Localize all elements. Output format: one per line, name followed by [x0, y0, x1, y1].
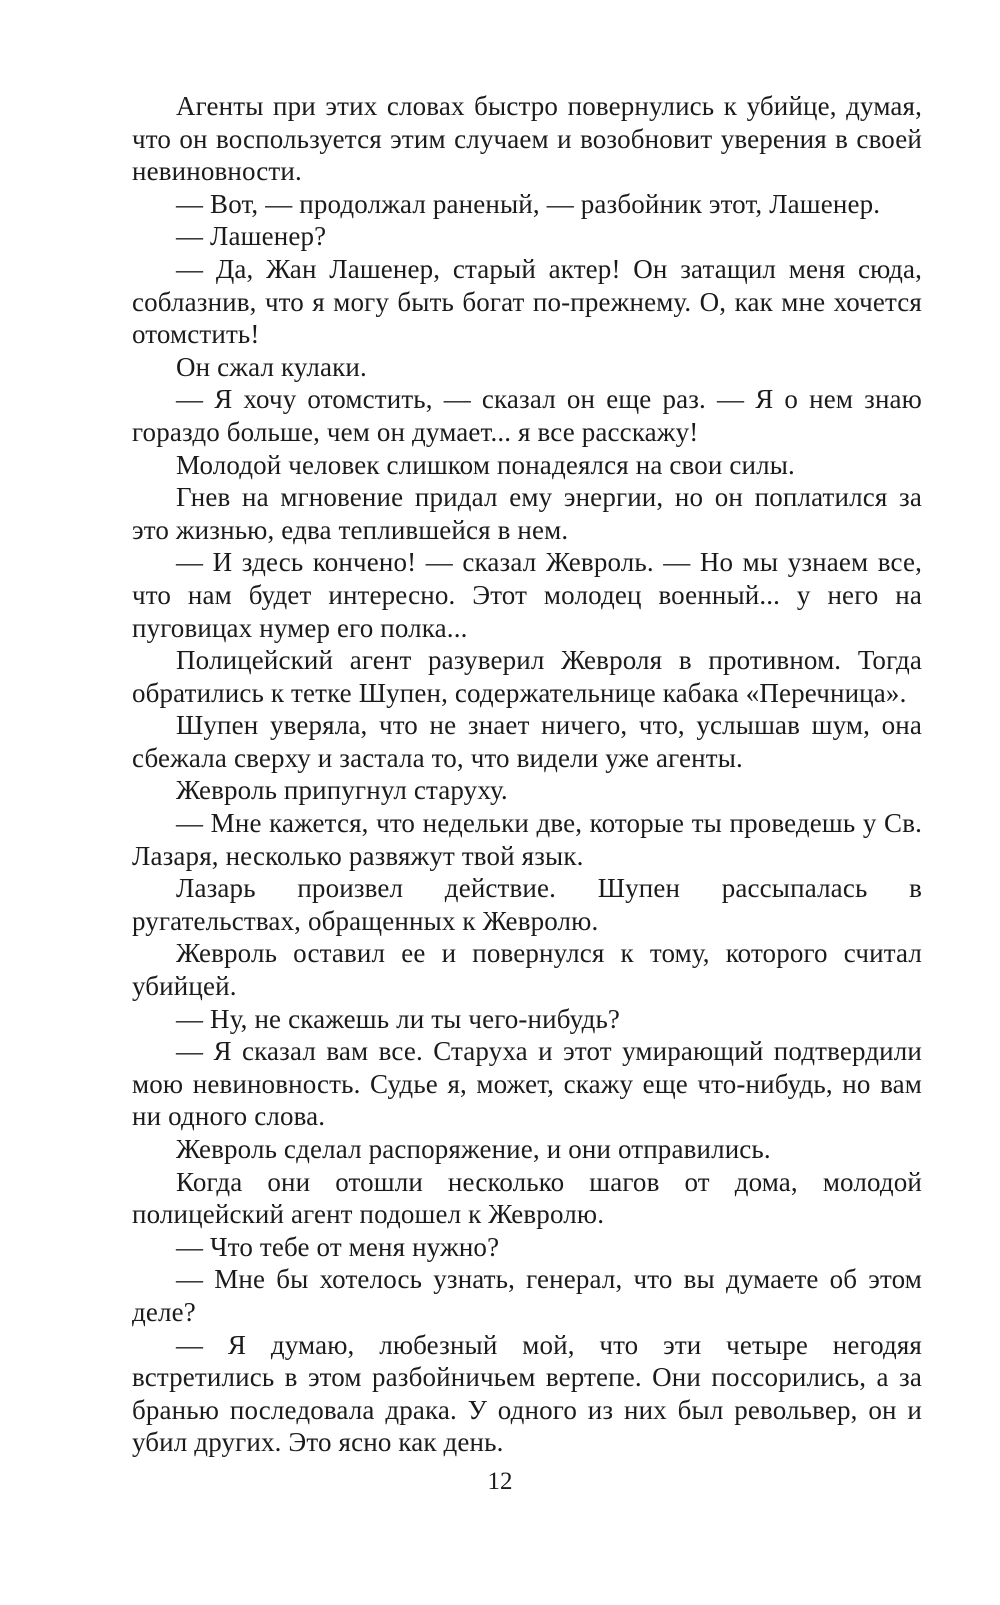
paragraph: — Я сказал вам все. Старуха и этот умирающий подтвердили мою невиновность. Судье я, может, скажу еще что-нибудь, но вам ни одного слова. [132, 1036, 922, 1132]
paragraph: — Я думаю, любезный мой, что эти четыре негодяя встретились в этом разбойничьем вертепе. Они поссорились, а за бранью последовала драка. У одного из них был револьвер, он и убил других. Это ясно как день. [132, 1329, 922, 1458]
paragraph: Когда они отошли несколько шагов от дома, молодой полицейский агент подошел к Жевролю. [132, 1166, 922, 1230]
paragraph: Лазарь произвел действие. Шупен рассыпалась в ругательствах, обращенных к Жевролю. [132, 873, 922, 936]
paragraph: — Вот, — продолжал раненый, — разбойник этот, Лашенер. [176, 188, 881, 219]
paragraph: Молодой человек слишком понадеялся на свои силы. [176, 449, 795, 480]
paragraph: — Ну, не скажешь ли ты чего-нибудь? [176, 1003, 621, 1034]
paragraph: — Да, Жан Лашенер, старый актер! Он затащил меня сюда, соблазнив, что я могу быть богат по-прежнему. О, как мне хочется отомстить! [132, 253, 922, 350]
paragraph: Жевроль припугнул старуху. [176, 775, 508, 806]
paragraph: Он сжал кулаки. [176, 351, 367, 382]
paragraph: Шупен уверяла, что не знает ничего, что, услышав шум, она сбежала сверху и застала то, что видели уже агенты. [132, 710, 922, 773]
body-text [132, 90, 922, 1459]
paragraph: — Мне бы хотелось узнать, генерал, что вы думаете об этом деле? [132, 1264, 922, 1327]
paragraph: — И здесь кончено! — сказал Жевроль. — Но мы узнаем все, что нам будет интересно. Этот молодец военный... у него на пуговицах нумер его полка... [132, 547, 922, 643]
paragraph: Жевроль сделал распоряжение, и они отправились. [176, 1134, 771, 1164]
paragraph: Жевроль оставил ее и повернулся к тому, которого считал убийцей. [132, 938, 922, 1002]
paragraph: Гнев на мгновение придал ему энергии, но он поплатился за это жизнью, едва теплившейся в нем. [132, 482, 922, 545]
paragraph: Полицейский агент разуверил Жевроля в противном. Тогда обратились к тетке Шупен, содержательнице кабака «Перечница». [132, 645, 922, 708]
paragraph: Агенты при этих словах быстро повернулись к убийце, думая, что он воспользуется этим случаем и возобновит уверения в своей невиновности. [132, 91, 922, 187]
page-number: 12 [487, 1468, 513, 1495]
paragraph: — Лашенер? [176, 221, 327, 252]
paragraph: — Мне кажется, что недельки две, которые ты проведешь у Св. Лазаря, несколько развяжут твой язык. [132, 808, 922, 871]
paragraph: — Я хочу отомстить, — сказал он еще раз. — Я о нем знаю гораздо больше, чем он думает... я все расскажу! [132, 384, 922, 447]
paragraph: — Что тебе от меня нужно? [176, 1231, 500, 1262]
